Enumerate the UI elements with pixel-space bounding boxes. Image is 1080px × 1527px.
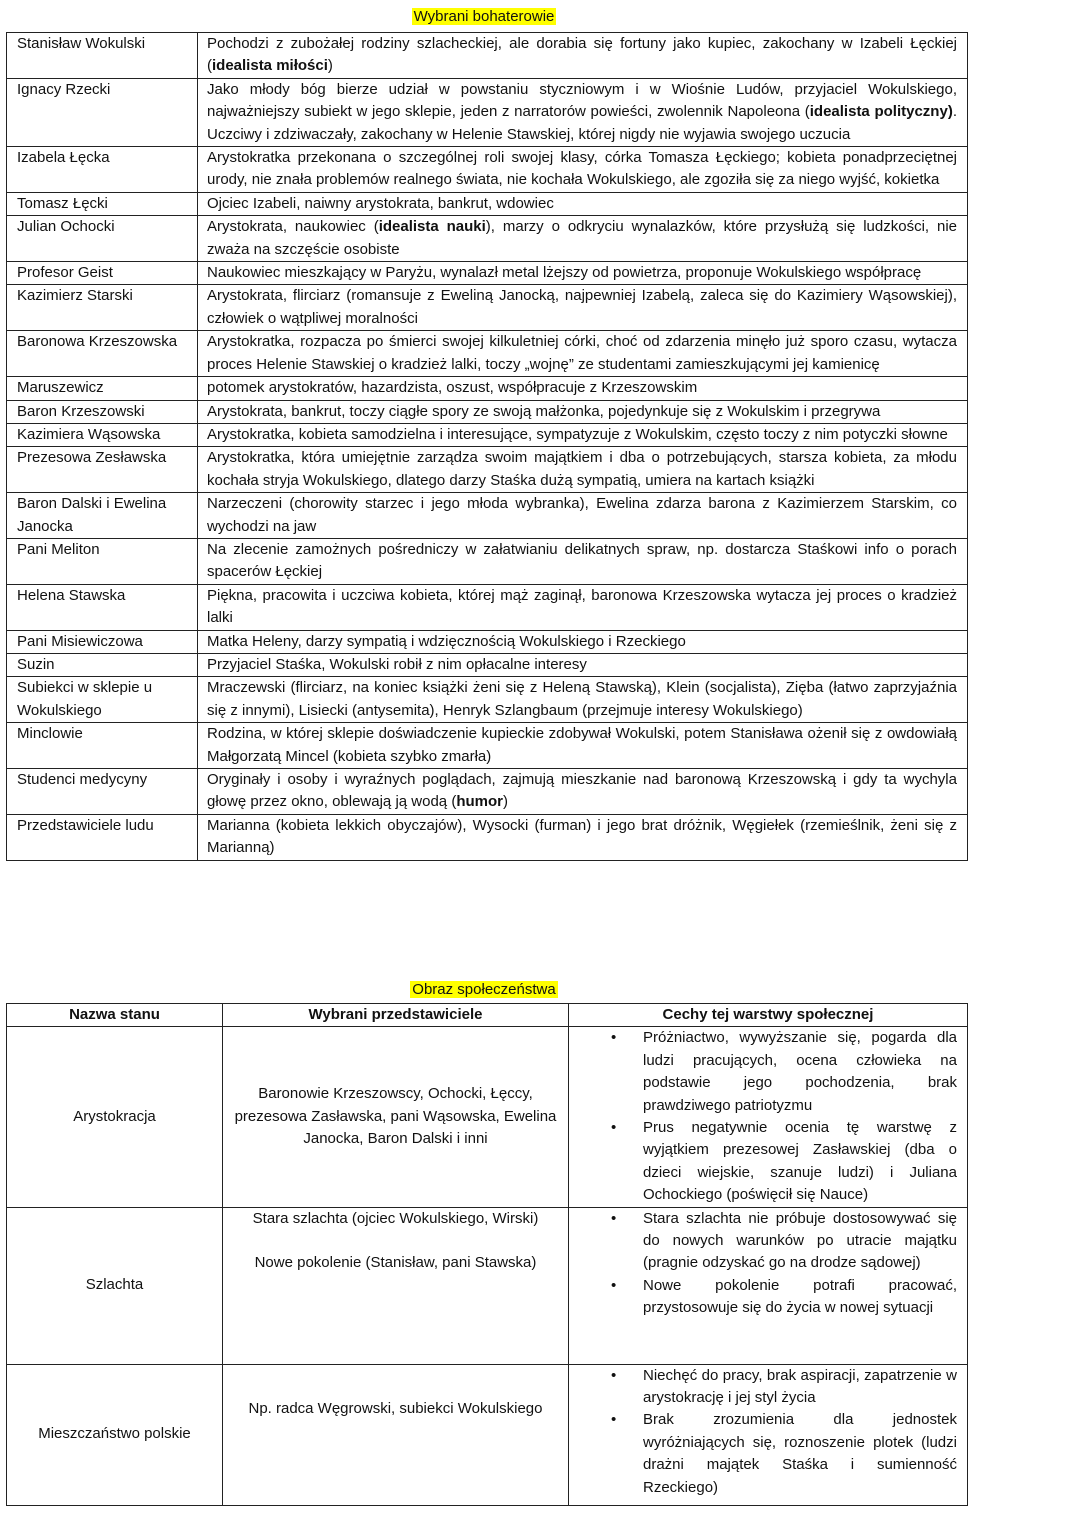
header-traits: Cechy tej warstwy społecznej — [569, 1004, 968, 1027]
trait-item: • Niechęć do pracy, brak aspiracji, zapatrzenie w arystokrację i jej styl życia — [643, 1365, 957, 1410]
table-row — [7, 285, 968, 331]
character-name: Baron Dalski i Ewelina Janocka — [7, 493, 198, 539]
character-description — [198, 677, 968, 723]
text-segment: Matka Heleny, darzy sympatią i wdzięcznością Wokulskiego i Rzeckiego — [207, 632, 686, 650]
text-segment: Piękna, pracowita i uczciwa kobieta, której mąż zaginął, baronowa Krzeszowska wytacza jej proces o kradzież lalki — [207, 586, 957, 627]
character-name: Subiekci w sklepie u Wokulskiego — [7, 677, 198, 723]
class-name: Arystokracja — [7, 1027, 223, 1207]
table-row — [7, 33, 968, 79]
table-row — [7, 653, 968, 676]
table-row — [7, 814, 968, 860]
bold-text: humor — [456, 793, 503, 811]
class-name: Szlachta — [7, 1207, 223, 1364]
text-segment: Jako młody bóg bierze udział w powstaniu styczniowym i w Wiośnie Ludów, przyjaciel Wokulskiego, najważniejszy subiekt w jego sklepie, jeden z narratorów powieści, zwolennik Napoleona ( — [207, 80, 957, 121]
table-row — [7, 1027, 968, 1207]
character-description — [198, 262, 968, 285]
character-name: Helena Stawska — [7, 584, 198, 630]
character-name: Profesor Geist — [7, 262, 198, 285]
header-representatives: Wybrani przedstawiciele — [223, 1004, 569, 1027]
text-segment: . Uczciwy i zdziwaczały, zakochany w Helenie Stawskiej, której nigdy nie wyjawia swojego uczucia — [207, 103, 957, 143]
trait-item: • Próżniactwo, wywyższanie się, pogarda dla ludzi pracujących, ocena człowieka na podstawie jego pochodzenia, brak prawdziwego patriotyzmu — [643, 1027, 957, 1117]
text-segment: Arystokrata, naukowiec ( — [207, 218, 379, 236]
text-segment: Arystokratka, która umiejętnie zarządza swoim majątkiem i dba o potrzebujących, starsza kobieta, za młodu kochała stryja Wokulskiego, dlatego darzy Staśka dużą sympatią, umiera na kartach książki — [207, 449, 957, 489]
text-segment: Narzeczeni (chorowity starzec i jego młoda wybranka), Ewelina zdarza barona z Kazimierzem Starskim, co wychodzi na jaw — [207, 495, 957, 535]
traits — [569, 1027, 968, 1207]
table-row — [7, 677, 968, 723]
table-row — [7, 192, 968, 215]
character-description — [198, 723, 968, 769]
character-description — [198, 814, 968, 860]
text-segment: Naukowiec mieszkający w Paryżu, wynalazł metal lżejszy od powietrza, proponuje Wokulskiego współpracę — [207, 264, 922, 282]
character-name: Kazimierz Starski — [7, 285, 198, 331]
trait-item: • Stara szlachta nie próbuje dostosowywać się do nowych warunków po utracie majątku (pragnie odzyskać go na drodze sądowej) — [643, 1208, 957, 1275]
representative-group: Nowe pokolenie (Stanisław, pani Stawska) — [254, 1254, 537, 1272]
text-segment: Na zlecenie zamożnych pośredniczy w załatwianiu delikatnych spraw, np. dostarcza Staśkowi info o porach spacerów Łęckiej — [207, 540, 957, 581]
table-row — [7, 262, 968, 285]
text-segment: Arystokratka, kobieta samodzielna i interesujące, sympatyzuje z Wokulskim, często toczy z nim potyczki słowne — [207, 425, 948, 443]
table-row — [7, 78, 968, 146]
bold-text: idealista miłości — [212, 57, 328, 75]
table-row — [7, 1207, 968, 1364]
character-description — [198, 538, 968, 584]
bold-text: idealista polityczny) — [809, 103, 953, 121]
trait-item: • Brak zrozumienia dla jednostek wyróżniających się, roznoszenie plotek (ludzi drażni majątek Staśka i sumienność Rzeckiego) — [643, 1409, 957, 1499]
text-segment: Mraczewski (flirciarz, na koniec książki żeni się z Heleną Stawską), Klein (socjalista), Zięba (łatwo zaprzyjaźnia się z innymi), Lisiecki (antysemita), Henryk Szlangbaum (przejmuje interesy Wokulskiego) — [207, 679, 957, 719]
header-class: Nazwa stanu — [7, 1004, 223, 1027]
representatives — [223, 1207, 569, 1364]
representative-group: Baronowie Krzeszowscy, Ochocki, Łęccy, prezesowa Zasławska, pani Wąsowska, Ewelina Janocka, Baron Dalski i inni — [234, 1085, 557, 1148]
character-description — [198, 423, 968, 446]
table-row — [7, 216, 968, 262]
character-description — [198, 653, 968, 676]
text-segment: Arystokrata, bankrut, toczy ciągłe spory ze swoją małżonka, pojedynkuje się z Wokulskim i przegrywa — [207, 402, 881, 420]
character-name: Ignacy Rzecki — [7, 78, 198, 146]
character-description — [198, 584, 968, 630]
text-segment: Pochodzi z zubożałej rodziny szlacheckiej, ale dorabia się fortuny jako kupiec, zakochany w Izabeli Łęckiej ( — [207, 35, 957, 75]
text-segment: Rodzina, w której sklepie doświadczenie kupieckie zdobywał Wokulski, potem Stanisława ożenił się z owdowiałą Małgorzatą Mincel (kobieta szybko zmarła) — [207, 725, 957, 765]
text-segment: Arystokratka, rozpacza po śmierci swojej kilkuletniej córki, choć od zdarzenia minęło już sporo czasu, wytacza proces Helenie Stawskiej o kradzież lalki, toczy „wojnę” ze studentami zamieszkującymi jej kamienicę — [207, 333, 957, 373]
table-row — [7, 423, 968, 446]
heroes-title: Wybrani bohaterowie — [413, 8, 555, 25]
text-segment: Arystokratka przekonana o szczególnej roli swojej klasy, córka Tomasza Łęckiego; kobieta ponadprzeciętnej urody, nie znała problemów realnego świata, nie kochała Wokulskiego, ale zgoziła się za niego wyjść, kokietka — [207, 149, 957, 189]
character-description — [198, 447, 968, 493]
character-name: Suzin — [7, 653, 198, 676]
character-name: Julian Ochocki — [7, 216, 198, 262]
text-segment: ), marzy o odkryciu wynalazków, które przysłużą się ludzkości, nie zważa na szczęście osobiste — [207, 218, 957, 258]
text-segment: Przyjaciel Staśka, Wokulski robił z nim opłacalne interesy — [207, 655, 587, 673]
character-name: Baronowa Krzeszowska — [7, 331, 198, 377]
character-name: Tomasz Łęcki — [7, 192, 198, 215]
character-name: Stanisław Wokulski — [7, 33, 198, 79]
character-name: Kazimiera Wąsowska — [7, 423, 198, 446]
table-row — [7, 769, 968, 815]
table-row — [7, 584, 968, 630]
trait-item: • Nowe pokolenie potrafi pracować, przystosowuje się do życia w nowej sytuacji — [643, 1275, 957, 1320]
traits-list — [577, 1365, 957, 1499]
table-row — [7, 493, 968, 539]
character-name: Pani Misiewiczowa — [7, 630, 198, 653]
representative-group: Stara szlachta (ojciec Wokulskiego, Wirski) — [252, 1209, 539, 1227]
character-name: Pani Meliton — [7, 538, 198, 584]
character-name: Maruszewicz — [7, 377, 198, 400]
character-description — [198, 769, 968, 815]
character-description — [198, 78, 968, 146]
heroes-table — [6, 32, 968, 861]
traits-list — [577, 1027, 957, 1206]
table-row — [7, 377, 968, 400]
text-segment: Arystokrata, flirciarz (romansuje z Eweliną Janocką, najpewniej Izabelą, zaleca się do Kazimiery Wąsowskiej), człowiek o wątpliwej moralności — [207, 287, 957, 327]
character-description — [198, 630, 968, 653]
text-segment: Oryginały i osoby i wyraźnych poglądach, zajmują mieszkanie nad baronową Krzeszowską i gdy ta wychyla głowę przez okno, oblewają ją wodą ( — [207, 771, 957, 811]
character-description — [198, 285, 968, 331]
table-row — [7, 1364, 968, 1505]
traits-list — [577, 1208, 957, 1320]
character-description — [198, 33, 968, 79]
society-table — [6, 1003, 968, 1506]
character-description — [198, 400, 968, 423]
table-row — [7, 400, 968, 423]
character-name: Studenci medycyny — [7, 769, 198, 815]
traits — [569, 1364, 968, 1505]
character-name: Przedstawiciele ludu — [7, 814, 198, 860]
table-header-row — [7, 1004, 968, 1027]
character-description — [198, 216, 968, 262]
character-description — [198, 377, 968, 400]
text-segment: Ojciec Izabeli, naiwny arystokrata, bankrut, wdowiec — [207, 194, 554, 212]
character-description — [198, 192, 968, 215]
character-name: Baron Krzeszowski — [7, 400, 198, 423]
table-row — [7, 630, 968, 653]
representatives — [223, 1027, 569, 1207]
class-name: Mieszczaństwo polskie — [7, 1364, 223, 1505]
character-description — [198, 331, 968, 377]
text-segment: Marianna (kobieta lekkich obyczajów), Wysocki (furman) i jego brat dróżnik, Węgiełek (rzemieślnik, żeni się z Marianną) — [207, 816, 957, 857]
text-segment: potomek arystokratów, hazardzista, oszust, współpracuje z Krzeszowskim — [207, 379, 698, 397]
character-description — [198, 493, 968, 539]
table-row — [7, 147, 968, 193]
trait-item: • Prus negatywnie ocenia tę warstwę z wyjątkiem prezesowej Zasławskiej (dba o dzieci wiejskie, szanuje ludzi) i Juliana Ochockiego (poświęcił się Nauce) — [643, 1117, 957, 1207]
text-segment: ) — [502, 793, 508, 811]
representatives — [223, 1364, 569, 1505]
character-name: Prezesowa Zesławska — [7, 447, 198, 493]
character-name: Minclowie — [7, 723, 198, 769]
character-description — [198, 147, 968, 193]
bold-text: idealista nauki — [378, 218, 486, 236]
traits — [569, 1207, 968, 1364]
table-row — [7, 331, 968, 377]
character-name: Izabela Łęcka — [7, 147, 198, 193]
society-title: Obraz społeczeństwa — [412, 981, 556, 998]
representative-group: Np. radca Węgrowski, subiekci Wokulskiego — [248, 1399, 543, 1417]
table-row — [7, 447, 968, 493]
text-segment: ) — [327, 57, 333, 75]
table-row — [7, 723, 968, 769]
table-row — [7, 538, 968, 584]
